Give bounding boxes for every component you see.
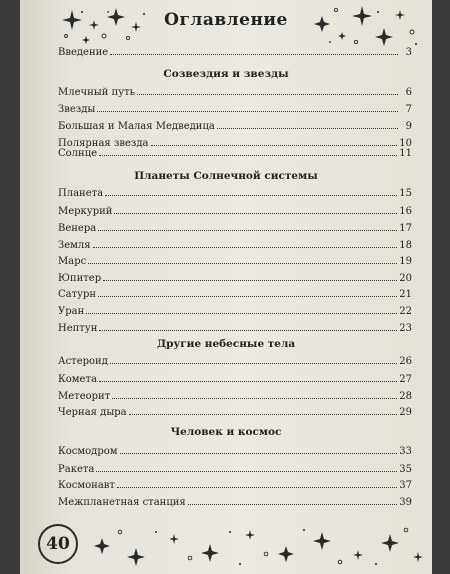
- toc-entry-page: 23: [399, 323, 412, 334]
- leader-dots: [99, 154, 397, 156]
- leader-dots: [188, 503, 398, 505]
- toc-entry-label: Солнце: [58, 148, 98, 159]
- toc-entry[interactable]: [58, 320, 412, 334]
- leader-dots: [88, 262, 397, 264]
- toc-entry-page: 11: [399, 148, 412, 159]
- section-heading: Планеты Солнечной системы: [134, 170, 318, 182]
- toc-entry-label: Меркурий: [58, 206, 113, 217]
- toc-entry-page: 39: [399, 497, 412, 508]
- toc-entry-label: Черная дыра: [58, 407, 127, 418]
- toc-entry-label: Планета: [58, 188, 104, 199]
- toc-entry-page: 20: [399, 273, 412, 284]
- toc-entry-label: Сатурн: [58, 289, 97, 300]
- leader-dots: [110, 53, 398, 55]
- toc-entry[interactable]: [58, 286, 412, 300]
- toc-entry[interactable]: [58, 270, 412, 284]
- toc-entry[interactable]: [58, 220, 412, 234]
- toc-entry-label: Нептун: [58, 323, 98, 334]
- toc-entry[interactable]: [58, 443, 412, 457]
- toc-entry-page: 29: [399, 407, 412, 418]
- leader-dots: [99, 329, 397, 331]
- toc-entry-label: Ракета: [58, 464, 95, 475]
- toc-entry-label: Звезды: [58, 104, 96, 115]
- toc-entry-page: 17: [399, 223, 412, 234]
- leader-dots: [103, 279, 397, 281]
- toc-entry-label: Астероид: [58, 356, 108, 367]
- toc-entry-label: Полярная звезда: [58, 138, 149, 149]
- toc-entry-page: 16: [399, 206, 412, 217]
- toc-entry-page: 19: [399, 256, 412, 267]
- toc-entry[interactable]: [58, 203, 412, 217]
- toc-entry-label: Уран: [58, 306, 85, 317]
- toc-entry[interactable]: [58, 371, 412, 385]
- toc-entry-page: 10: [399, 138, 412, 149]
- toc-entry-page: 35: [399, 464, 412, 475]
- book-page: [20, 0, 432, 574]
- leader-dots: [112, 397, 397, 399]
- toc-entry[interactable]: [58, 461, 412, 475]
- toc-entry-label: Введение: [58, 47, 109, 58]
- page-number: 40: [38, 524, 78, 564]
- toc-entry-page: 33: [399, 446, 412, 457]
- toc-entry-label: Земля: [58, 240, 91, 251]
- toc-entry-page: 27: [399, 374, 412, 385]
- toc-entry[interactable]: [58, 353, 412, 367]
- toc-entry-label: Космодром: [58, 446, 118, 457]
- leader-dots: [93, 246, 398, 248]
- toc-entry[interactable]: [58, 84, 412, 98]
- toc-entry-label: Марс: [58, 256, 87, 267]
- leader-dots: [120, 452, 398, 454]
- section-heading: Созвездия и звезды: [163, 68, 289, 80]
- leader-dots: [86, 312, 397, 314]
- leader-dots: [96, 470, 397, 472]
- toc-entry-page: 7: [405, 104, 412, 115]
- toc-entry-label: Космонавт: [58, 480, 115, 491]
- toc-entry-label: Большая и Малая Медведица: [58, 121, 215, 132]
- toc-entry[interactable]: [58, 185, 412, 199]
- toc-entry[interactable]: [58, 303, 412, 317]
- leader-dots: [110, 362, 397, 364]
- leader-dots: [98, 295, 397, 297]
- leader-dots: [97, 110, 398, 112]
- section-heading: Другие небесные тела: [156, 338, 296, 350]
- toc-entry-page: 3: [405, 47, 412, 58]
- toc-entry-label: Юпитер: [58, 273, 102, 284]
- toc-entry[interactable]: [58, 237, 412, 251]
- toc-entry[interactable]: [58, 145, 412, 159]
- toc-entry-page: 28: [399, 391, 412, 402]
- leader-dots: [217, 127, 398, 129]
- toc-entry[interactable]: [58, 118, 412, 132]
- leader-dots: [137, 93, 398, 95]
- toc-entry-label: Венера: [58, 223, 97, 234]
- toc-title: Оглавление: [164, 10, 288, 30]
- toc-entry-page: 22: [399, 306, 412, 317]
- toc-entry-label: Комета: [58, 374, 97, 385]
- toc-entry-page: 26: [399, 356, 412, 367]
- toc-entry[interactable]: [58, 477, 412, 491]
- leader-dots: [105, 194, 397, 196]
- toc-entry-label: Млечный путь: [58, 87, 136, 98]
- leader-dots: [98, 229, 397, 231]
- leader-dots: [99, 380, 397, 382]
- leader-dots: [129, 413, 398, 415]
- toc-entry-label: Межпланетная станция: [58, 497, 186, 508]
- leader-dots: [117, 486, 397, 488]
- toc-entry-page: 9: [405, 121, 412, 132]
- sparkle-stars-icon: [90, 524, 430, 572]
- toc-entry-page: 15: [399, 188, 412, 199]
- section-heading: Человек и космос: [170, 426, 282, 438]
- toc-entry-page: 21: [399, 289, 412, 300]
- toc-entry-label: Метеорит: [58, 391, 111, 402]
- toc-entry[interactable]: [58, 404, 412, 418]
- toc-entry-intro[interactable]: [58, 44, 412, 58]
- toc-entry[interactable]: [58, 253, 412, 267]
- leader-dots: [114, 212, 397, 214]
- toc-entry[interactable]: [58, 388, 412, 402]
- toc-entry-page: 18: [399, 240, 412, 251]
- toc-entry[interactable]: [58, 101, 412, 115]
- toc-entry[interactable]: [58, 494, 412, 508]
- toc-entry-page: 6: [405, 87, 412, 98]
- toc-entry-page: 37: [399, 480, 412, 491]
